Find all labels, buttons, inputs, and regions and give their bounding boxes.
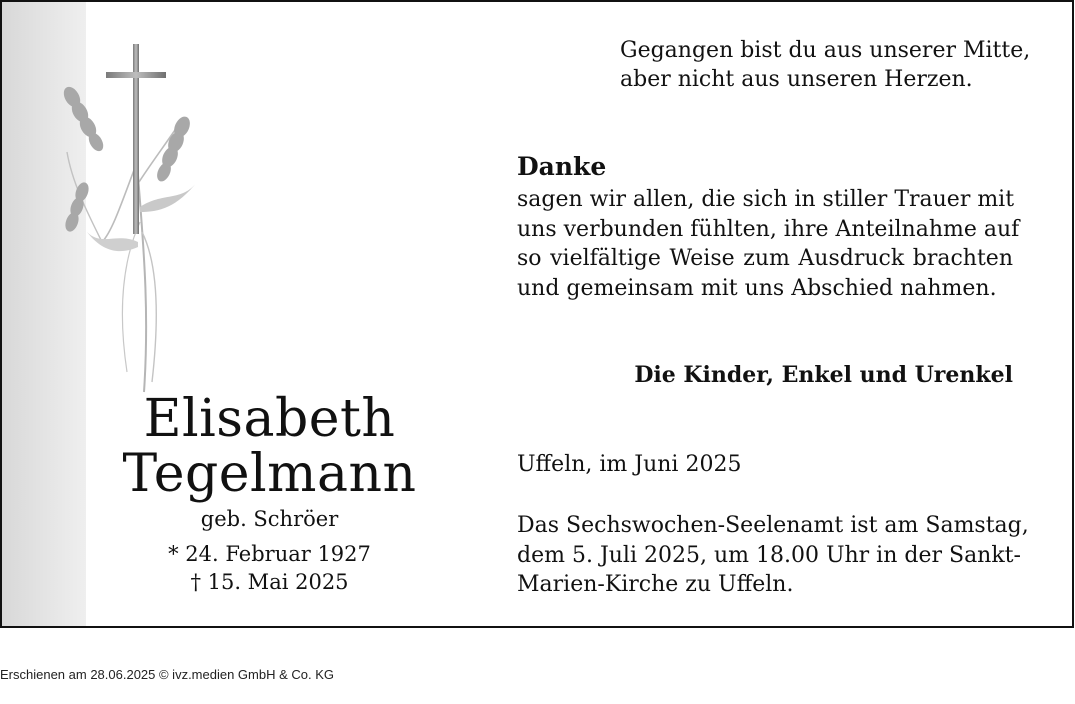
family-signature: Die Kinder, Enkel und Urenkel — [634, 362, 1013, 388]
place-and-date: Uffeln, im Juni 2025 — [517, 452, 742, 477]
death-date: † 15. Mai 2025 — [190, 570, 349, 594]
birth-date: * 24. Februar 1927 — [168, 542, 371, 566]
cross-with-wheat-icon — [42, 32, 222, 402]
publication-footer: Erschienen am 28.06.2025 © ivz.medien GmbH & Co. KG — [0, 667, 335, 682]
service-line: Das Sechswochen-Seelenamt ist am Samstag, — [517, 513, 1029, 538]
quote-line: aber nicht aus unseren Herzen. — [620, 67, 973, 92]
thanks-line: so vielfältige Weise zum Ausdruck brachten — [517, 246, 1013, 271]
thanks-heading: Danke — [517, 152, 607, 181]
memorial-service-info — [517, 511, 1029, 600]
thanks-line: und gemeinsam mit uns Abschied nahmen. — [517, 275, 997, 301]
service-line: Marien-Kirche zu Uffeln. — [517, 572, 794, 597]
service-line: dem 5. Juli 2025, um 18.00 Uhr in der Sankt- — [517, 542, 1021, 568]
thanks-line: sagen wir allen, die sich in stiller Trauer mit — [517, 187, 1015, 212]
maiden-name: geb. Schröer — [200, 507, 339, 531]
deceased-first-name: Elisabeth — [143, 389, 396, 449]
memorial-quote — [620, 36, 1030, 94]
thanks-line: uns verbunden fühlten, ihre Anteilnahme auf — [517, 216, 1020, 242]
deceased-last-name: Tegelmann — [122, 444, 417, 504]
quote-line: Gegangen bist du aus unserer Mitte, — [620, 38, 1031, 63]
thanks-paragraph — [517, 185, 1020, 303]
